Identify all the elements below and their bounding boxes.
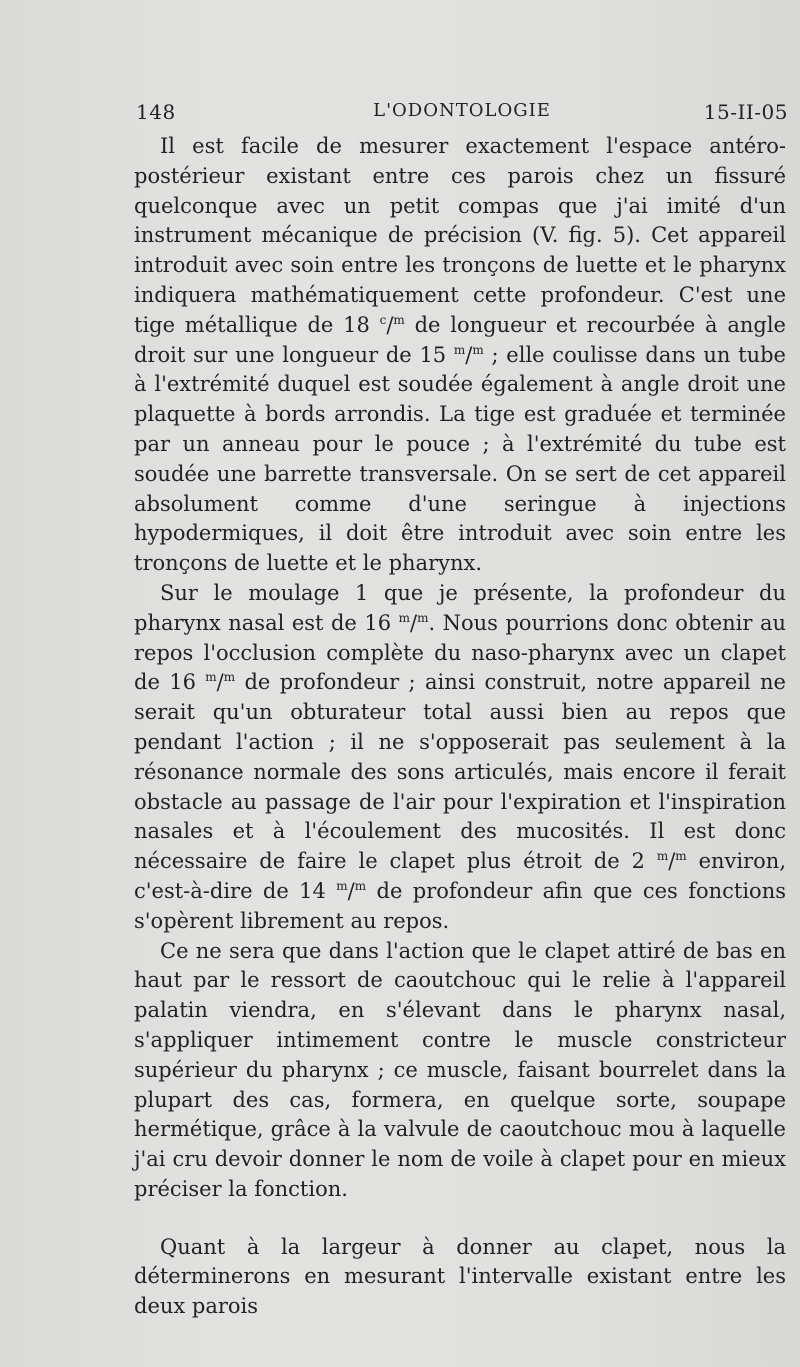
running-header — [136, 100, 788, 130]
unit-superscript: m — [675, 849, 687, 864]
unit-superscript: m — [398, 610, 410, 625]
page-number: 148 — [136, 100, 176, 124]
unit-superscript: m — [223, 670, 236, 685]
paragraph — [134, 132, 786, 579]
text-run: environ, c'est-à-dire de 14 — [134, 849, 786, 903]
unit-superscript: c — [379, 312, 387, 327]
text-run: de profondeur ; ainsi construit, notre appareil ne serait qu'un obturateur total aussi bien au repos que pendant l'action ; il ne s'opposerait pas seulement à la résonance normale des sons articulés, mais encore il ferait obstacle au passage de l'air pour l'expiration et l'inspiration nasales et à l'écoulement des mucosités. Il est donc nécessaire de faire le clapet plus étroit de 2 — [134, 670, 786, 874]
text-run: de profondeur afin que ces fonctions s'opèrent librement au repos. — [134, 878, 787, 933]
unit-superscript: m — [453, 342, 466, 357]
unit-superscript: m — [656, 849, 669, 864]
journal-title: L'ODONTOLOGIE — [373, 100, 551, 121]
text-run: Sur le moulage 1 que je présente, la profondeur du pharynx nasal est de 16 — [134, 580, 786, 635]
text-run: Il est facile de mesurer exactement l'espace antéro-postérieur existant entre ces parois chez un fissuré quelconque avec un petit compas que j'ai imité d'un instrument mécanique de précision (V. fig. 5). Cet appareil introduit avec soin entre les tronçons de luette et le pharynx indiquera mathématiquement cette profondeur. C'est une tige métallique de 18 — [134, 134, 786, 337]
text-run: Quant à la largeur à donner au clapet, nous la déterminerons en mesurant l'intervalle existant entre les deux parois — [134, 1234, 786, 1319]
paragraph — [134, 937, 786, 1205]
unit-superscript: m — [205, 670, 217, 685]
page-body — [134, 132, 786, 1322]
text-run: ; elle coulisse dans un tube à l'extrémité duquel est soudée également à angle droit une plaquette à bords arrondis. La tige est graduée et terminée par un anneau pour le pouce ; à l'extrémité du tube est soudée une barrette transversale. On se sert de cet appareil absolument comme d'une seringue à injections hypodermiques, il doit être introduit avec soin entre les tronçons de luette et le pharynx. — [134, 342, 786, 576]
text-run: / — [347, 878, 355, 903]
unit-superscript: m — [354, 878, 367, 893]
paragraph — [134, 579, 786, 937]
text-run: / — [386, 312, 394, 337]
unit-superscript: m — [472, 342, 484, 357]
unit-superscript: m — [393, 312, 405, 327]
text-run: Ce ne sera que dans l'action que le clapet attiré de bas en haut par le ressort de caoutchouc qui le relie à l'appareil palatin viendra, en s'élevant dans le pharynx nasal, s'appliquer intimement contre le muscle constricteur supérieur du pharynx ; ce muscle, faisant bourrelet dans la plupart des cas, formera, en quelque sorte, soupape hermétique, grâce à la valvule de caoutchouc mou à laquelle j'ai cru devoir donner le nom de voile à clapet pour en mieux préciser la fonction. — [134, 938, 786, 1201]
unit-superscript: m — [336, 878, 348, 893]
text-run: / — [668, 849, 676, 874]
text-run: / — [409, 610, 418, 635]
unit-superscript: m — [417, 610, 429, 625]
issue-date: 15-II-05 — [703, 100, 788, 124]
text-run: / — [216, 670, 224, 695]
text-run: / — [465, 342, 473, 367]
text-run: de longueur et recourbée à angle droit sur une longueur de 15 — [134, 312, 786, 367]
text-run: . Nous pourrions donc obtenir au repos l'occlusion complète du naso-pharynx avec un clapet de 16 — [134, 610, 786, 695]
paragraph — [134, 1233, 786, 1322]
